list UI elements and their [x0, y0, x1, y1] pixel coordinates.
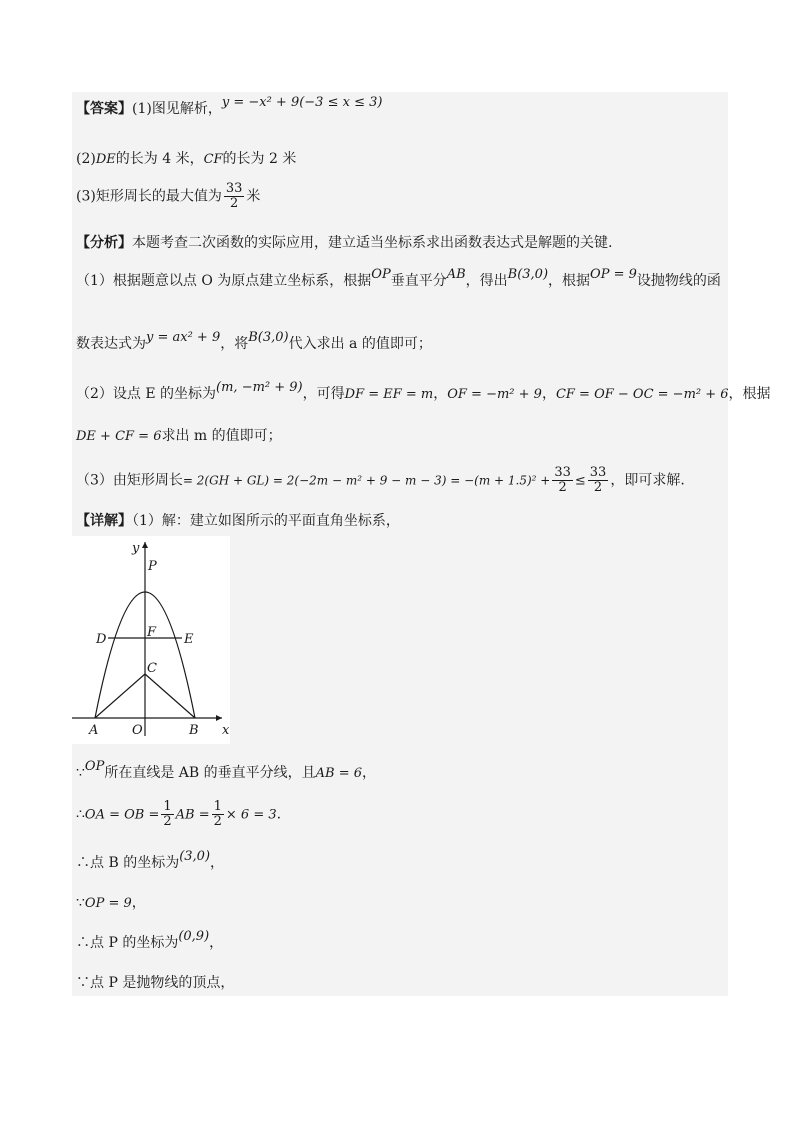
detail-l6: ∵点 P 是抛物线的顶点，: [76, 975, 235, 991]
label-e: E: [184, 632, 194, 647]
analysis-s2-eq1: DF = EF = m: [344, 387, 434, 402]
analysis-s1-a: （1）根据题意以点 O 为原点建立坐标系，根据: [76, 273, 372, 289]
answer-unit: 米: [246, 188, 261, 205]
detail-line-7: [76, 972, 234, 994]
analysis-s2-eq3: CF = OF − OC = −m² + 6: [555, 387, 729, 402]
answer-part2: (2): [76, 151, 96, 167]
answer-de: DE: [95, 152, 116, 167]
analysis-s2-eq4: DE + CF = 6: [76, 429, 162, 444]
analysis-s1-op9: OP = 9: [590, 267, 637, 282]
detail-l2-f2d: 2: [213, 814, 222, 829]
detail-line-1: [76, 510, 400, 532]
analysis-s1-e: 设抛物线的函: [636, 273, 721, 289]
detail-intro: （1）解：建立如图所示的平面直角坐标系，: [132, 513, 400, 529]
detail-l2-f1n: 1: [163, 799, 172, 814]
detail-l1-c: ，: [362, 765, 377, 781]
analysis-line-2: [76, 267, 721, 293]
analysis-s3-f2d: 2: [593, 480, 603, 495]
analysis-s3-f1d: 2: [558, 480, 567, 495]
analysis-s3-a: （3）由矩形周长: [76, 472, 183, 489]
analysis-s2-eq2: OF = −m² + 9: [447, 387, 542, 402]
answer-eq1: y = −x² + 9(−3 ≤ x ≤ 3): [221, 95, 383, 110]
detail-l1-op: OP: [84, 759, 105, 774]
analysis-s3-f1n: 33: [554, 465, 571, 480]
detail-l4-a: ∵: [76, 895, 85, 911]
detail-label: 【详解】: [76, 513, 132, 529]
label-y: y: [132, 541, 140, 556]
analysis-line-1: [76, 232, 612, 254]
detail-l3-pt: (3,0): [179, 849, 211, 864]
analysis-s1-g: ，将: [220, 336, 249, 352]
analysis-s3-frac2: [588, 466, 609, 495]
analysis-s1-f: 数表达式为: [76, 336, 146, 352]
detail-l2-end: × 6 = 3: [225, 807, 277, 823]
answer-part1: (1)图见解析，: [132, 101, 222, 117]
label-b: B: [189, 723, 199, 738]
analysis-s1-bpt: B(3,0): [507, 267, 549, 282]
analysis-s2-g: 求出 m 的值即可；: [161, 428, 282, 444]
analysis-s1-d: ，根据: [548, 273, 591, 289]
detail-l1-eq: AB = 6: [315, 766, 363, 781]
answer-max-frac: [224, 182, 245, 211]
answer-cf: CF: [203, 152, 223, 167]
analysis-s1-h: 代入求出 a 的值即可；: [288, 336, 432, 352]
analysis-s1-op: OP: [371, 267, 391, 282]
answer-part3: (3)矩形周长的最大值为: [76, 188, 222, 205]
answer-max-den: 2: [229, 196, 239, 211]
detail-l2-f1d: 2: [163, 814, 172, 829]
parabola-figure: [72, 536, 230, 744]
label-f: F: [147, 625, 157, 640]
analysis-line-3: [76, 330, 432, 356]
label-a: A: [89, 723, 99, 738]
detail-l5-b: ，: [209, 935, 224, 951]
detail-l1-a: ∵: [76, 765, 85, 781]
answer-label: 【答案】: [76, 101, 132, 117]
answer-line-2: [76, 148, 296, 171]
detail-l4-b: ，: [131, 895, 146, 911]
analysis-line-6: [76, 466, 685, 495]
detail-line-6: [76, 929, 224, 955]
detail-l2-frac2: [212, 800, 224, 829]
answer-max-num: 33: [225, 181, 243, 196]
analysis-s1-bpt2: B(3,0): [248, 330, 289, 345]
analysis-line-5: [76, 425, 282, 448]
detail-l3-a: ∴点 B 的坐标为: [76, 855, 180, 871]
detail-line-2: [76, 759, 377, 785]
label-c: C: [147, 661, 157, 676]
analysis-s1-b: 垂直平分: [390, 273, 447, 289]
answer-line-1: [76, 95, 383, 121]
detail-l1-b: 所在直线是 AB 的垂直平分线，且: [104, 765, 316, 781]
answer-line-3: [76, 182, 260, 211]
detail-l2-frac1: [161, 800, 173, 829]
detail-line-4: [76, 849, 225, 875]
analysis-s2-f: ，根据: [728, 386, 771, 402]
detail-l5-pt: (0,9): [178, 929, 210, 944]
analysis-s3-f2n: 33: [589, 465, 607, 480]
label-d: D: [96, 632, 107, 647]
detail-l2-eq: OA = OB =: [84, 807, 160, 823]
analysis-s1-eq: y = ax² + 9: [146, 330, 221, 345]
analysis-s1-ab: AB: [446, 267, 466, 282]
detail-l3-b: ，: [210, 855, 225, 871]
answer-part2-mid: 的长为 4 米，: [115, 151, 204, 167]
detail-line-5: [76, 892, 146, 915]
label-o: O: [132, 723, 143, 738]
analysis-s3-eq: = 2(GH + GL) = 2(−2m − m² + 9 − m − 3) = −(m + 1.5)² +: [182, 473, 551, 488]
analysis-s3-le: ≤: [574, 473, 586, 489]
detail-l5-a: ∴点 P 的坐标为: [76, 935, 179, 951]
detail-l4-eq: OP = 9: [84, 896, 132, 911]
detail-l2-dot: .: [276, 806, 282, 823]
analysis-s2-e: (m, −m² + 9): [216, 380, 303, 395]
label-x: x: [222, 723, 230, 738]
analysis-s3-b: ，即可求解.: [610, 472, 685, 489]
analysis-s2-d: ，: [541, 386, 556, 402]
answer-part2-end: 的长为 2 米: [222, 151, 297, 167]
label-p: P: [148, 559, 157, 574]
analysis-s2-b: ，可得: [302, 386, 345, 402]
analysis-s2-a: （2）设点 E 的坐标为: [76, 386, 217, 402]
analysis-intro: 本题考查二次函数的实际应用，建立适当坐标系求出函数表达式是解题的关键.: [132, 235, 613, 251]
analysis-s3-frac1: [552, 466, 573, 495]
detail-l2-a: ∴: [76, 806, 85, 823]
detail-l2-mid: AB =: [175, 807, 210, 823]
detail-l2-f2n: 1: [213, 799, 222, 814]
analysis-s2-c: ，: [433, 386, 448, 402]
analysis-s1-c: ，得出: [465, 273, 508, 289]
analysis-label: 【分析】: [76, 235, 132, 251]
detail-line-3: [76, 800, 281, 829]
analysis-line-4: [76, 380, 771, 406]
